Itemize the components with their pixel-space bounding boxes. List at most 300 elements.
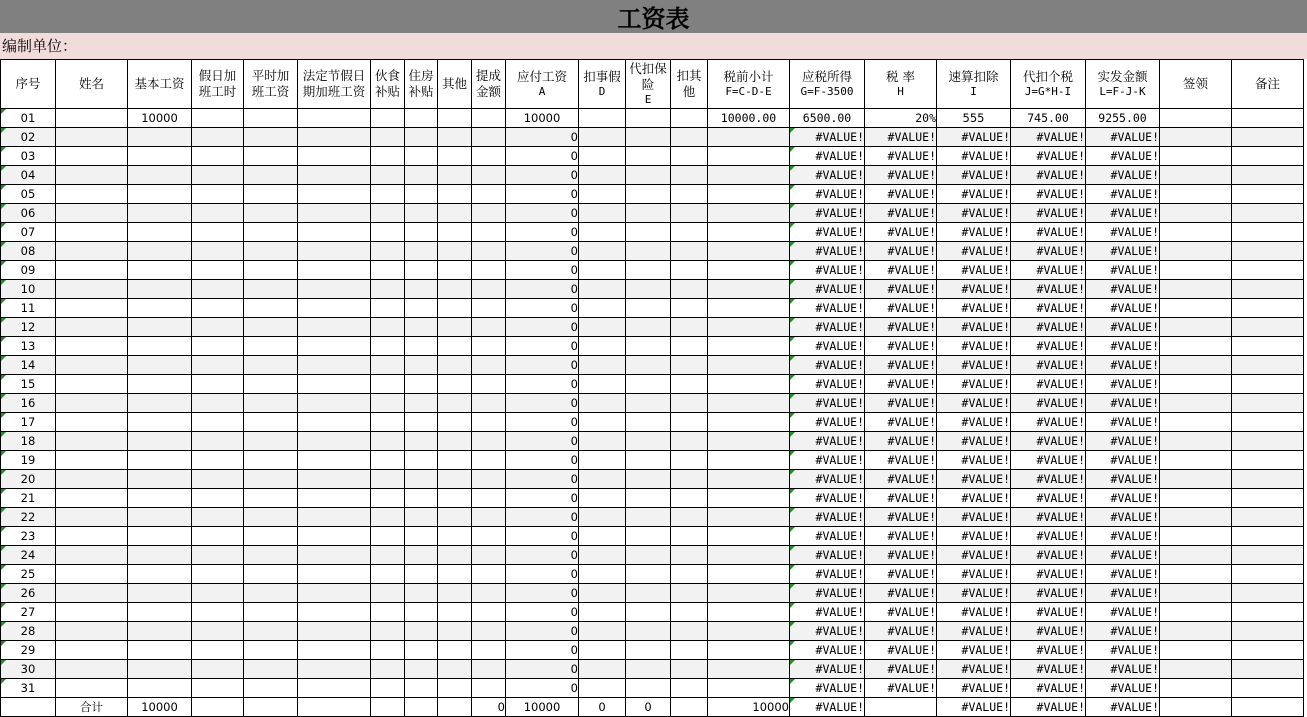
table-cell[interactable] [128,147,192,166]
cell-seq[interactable]: 16 [1,394,56,413]
table-cell[interactable] [128,356,192,375]
table-cell[interactable] [192,565,244,584]
table-cell[interactable] [626,223,671,242]
table-cell[interactable] [708,660,790,679]
table-cell[interactable] [438,565,472,584]
table-cell[interactable] [244,242,298,261]
table-cell[interactable] [56,280,128,299]
table-cell[interactable] [1,698,56,717]
cell-net-pay[interactable]: #VALUE! [1086,622,1160,641]
table-cell[interactable] [1232,470,1304,489]
table-cell[interactable] [579,261,626,280]
table-cell[interactable] [472,584,506,603]
table-cell[interactable] [626,280,671,299]
table-cell[interactable] [438,318,472,337]
cell-net-pay[interactable]: #VALUE! [1086,356,1160,375]
cell-tax-rate[interactable]: #VALUE! [865,223,937,242]
table-cell[interactable] [1160,660,1232,679]
cell-payable-salary[interactable]: 0 [506,413,579,432]
table-cell[interactable] [298,527,371,546]
table-cell[interactable] [405,375,438,394]
table-cell[interactable] [128,508,192,527]
table-cell[interactable] [1160,318,1232,337]
table-cell[interactable] [1160,432,1232,451]
header-holiday-overtime-hours[interactable] [192,60,244,109]
cell-seq[interactable]: 13 [1,337,56,356]
cell-taxable-income[interactable]: #VALUE! [790,204,865,223]
cell-tax-rate[interactable]: #VALUE! [865,603,937,622]
cell-withheld-tax[interactable]: #VALUE! [1011,356,1086,375]
table-cell[interactable] [579,242,626,261]
table-cell[interactable] [405,261,438,280]
cell-seq[interactable]: 19 [1,451,56,470]
table-cell[interactable] [371,622,405,641]
table-cell[interactable] [128,565,192,584]
table-cell[interactable] [405,641,438,660]
cell-quick-deduction[interactable]: #VALUE! [937,432,1011,451]
table-cell[interactable] [579,337,626,356]
table-cell[interactable] [405,166,438,185]
table-cell[interactable] [405,356,438,375]
table-cell[interactable] [192,128,244,147]
cell-seq[interactable]: 22 [1,508,56,527]
cell-tax-rate[interactable]: #VALUE! [865,527,937,546]
table-cell[interactable] [438,451,472,470]
table-cell[interactable] [192,527,244,546]
cell-quick-deduction[interactable]: #VALUE! [937,603,1011,622]
table-cell[interactable] [192,185,244,204]
cell-withheld-tax[interactable]: #VALUE! [1011,318,1086,337]
cell-taxable-income[interactable]: #VALUE! [790,318,865,337]
cell-net-pay[interactable]: #VALUE! [1086,489,1160,508]
table-cell[interactable] [371,261,405,280]
header-housing-allowance[interactable] [405,60,438,109]
table-cell[interactable] [579,451,626,470]
table-cell[interactable] [192,261,244,280]
table-cell[interactable] [472,451,506,470]
table-cell[interactable] [192,337,244,356]
cell-taxable-income[interactable]: #VALUE! [790,565,865,584]
cell-net-pay[interactable]: #VALUE! [1086,185,1160,204]
cell-seq[interactable]: 07 [1,223,56,242]
table-cell[interactable] [371,584,405,603]
table-cell[interactable] [371,280,405,299]
cell-seq[interactable]: 15 [1,375,56,394]
cell-quick-deduction[interactable]: #VALUE! [937,660,1011,679]
cell-net-pay[interactable]: #VALUE! [1086,565,1160,584]
cell-net-pay[interactable]: #VALUE! [1086,584,1160,603]
table-cell[interactable] [244,337,298,356]
table-cell[interactable] [1160,622,1232,641]
table-cell[interactable] [56,603,128,622]
table-cell[interactable] [626,470,671,489]
table-cell[interactable] [405,660,438,679]
cell-quick-deduction[interactable]: #VALUE! [937,375,1011,394]
table-cell[interactable] [371,337,405,356]
table-cell[interactable] [579,489,626,508]
table-cell[interactable] [626,603,671,622]
table-cell[interactable] [1232,546,1304,565]
table-cell[interactable] [405,318,438,337]
table-cell[interactable] [671,356,708,375]
table-cell[interactable] [244,318,298,337]
cell-seq[interactable]: 11 [1,299,56,318]
cell-withheld-tax[interactable]: #VALUE! [1011,280,1086,299]
table-cell[interactable] [298,565,371,584]
table-cell[interactable] [1160,337,1232,356]
cell-seq[interactable]: 04 [1,166,56,185]
table-cell[interactable] [708,299,790,318]
table-cell[interactable] [626,527,671,546]
table-cell[interactable] [671,489,708,508]
table-cell[interactable] [128,394,192,413]
table-cell[interactable] [56,489,128,508]
table-cell[interactable] [472,242,506,261]
table-cell[interactable] [579,394,626,413]
table-cell[interactable] [192,147,244,166]
cell-net-pay[interactable]: #VALUE! [1086,546,1160,565]
cell-tax-rate[interactable]: #VALUE! [865,375,937,394]
table-cell[interactable] [128,622,192,641]
table-cell[interactable] [708,432,790,451]
cell-net-pay[interactable]: #VALUE! [1086,204,1160,223]
table-cell[interactable] [1232,242,1304,261]
cell-quick-deduction[interactable]: #VALUE! [937,337,1011,356]
table-cell[interactable] [626,394,671,413]
table-cell[interactable] [438,242,472,261]
table-cell[interactable] [1160,185,1232,204]
table-cell[interactable] [626,375,671,394]
cell-total-base-salary[interactable]: 10000 [128,698,192,717]
table-cell[interactable] [128,527,192,546]
table-cell[interactable] [472,128,506,147]
table-cell[interactable] [438,375,472,394]
table-cell[interactable] [371,394,405,413]
table-cell[interactable] [671,641,708,660]
cell-tax-rate[interactable]: #VALUE! [865,147,937,166]
table-cell[interactable] [472,470,506,489]
cell-payable-salary[interactable]: 0 [506,641,579,660]
table-cell[interactable] [626,166,671,185]
header-seq[interactable] [1,60,56,109]
cell-tax-rate[interactable]: #VALUE! [865,204,937,223]
table-cell[interactable] [1160,546,1232,565]
table-cell[interactable] [1160,565,1232,584]
table-cell[interactable] [244,223,298,242]
header-pretax-subtotal[interactable] [708,60,790,109]
table-cell[interactable] [405,470,438,489]
table-cell[interactable] [579,508,626,527]
table-cell[interactable] [1232,527,1304,546]
table-cell[interactable] [1232,394,1304,413]
table-cell[interactable] [56,261,128,280]
cell-tax-rate[interactable]: #VALUE! [865,508,937,527]
table-cell[interactable] [626,261,671,280]
table-cell[interactable] [298,698,371,717]
cell-tax-rate[interactable]: #VALUE! [865,166,937,185]
table-cell[interactable] [128,546,192,565]
table-cell[interactable] [671,261,708,280]
cell-quick-deduction[interactable]: #VALUE! [937,318,1011,337]
table-cell[interactable] [192,641,244,660]
table-cell[interactable] [1160,489,1232,508]
table-cell[interactable] [371,413,405,432]
table-cell[interactable] [56,299,128,318]
table-cell[interactable] [1232,128,1304,147]
table-cell[interactable] [371,204,405,223]
cell-taxable-income[interactable]: 6500.00 [790,109,865,128]
table-cell[interactable] [371,489,405,508]
table-cell[interactable] [472,337,506,356]
cell-tax-rate[interactable]: #VALUE! [865,451,937,470]
cell-payable-salary[interactable]: 0 [506,451,579,470]
table-cell[interactable] [405,565,438,584]
cell-withheld-tax[interactable]: #VALUE! [1011,603,1086,622]
cell-net-pay[interactable]: #VALUE! [1086,261,1160,280]
table-cell[interactable] [579,413,626,432]
table-cell[interactable] [244,166,298,185]
cell-payable-salary[interactable]: 0 [506,337,579,356]
table-cell[interactable] [579,546,626,565]
cell-taxable-income[interactable]: #VALUE! [790,489,865,508]
table-cell[interactable] [438,622,472,641]
cell-quick-deduction[interactable]: #VALUE! [937,299,1011,318]
cell-taxable-income[interactable]: #VALUE! [790,128,865,147]
table-cell[interactable] [708,204,790,223]
table-cell[interactable] [671,698,708,717]
header-remarks[interactable] [1232,60,1304,109]
table-cell[interactable] [192,280,244,299]
table-cell[interactable] [244,432,298,451]
table-cell[interactable] [298,147,371,166]
table-cell[interactable] [244,109,298,128]
table-cell[interactable] [371,546,405,565]
cell-payable-salary[interactable]: 10000 [506,109,579,128]
table-cell[interactable] [244,584,298,603]
table-cell[interactable] [192,299,244,318]
table-cell[interactable] [1232,432,1304,451]
cell-net-pay[interactable]: #VALUE! [1086,394,1160,413]
table-cell[interactable] [671,546,708,565]
table-cell[interactable] [626,546,671,565]
table-cell[interactable] [671,413,708,432]
table-cell[interactable] [128,641,192,660]
table-cell[interactable] [405,413,438,432]
cell-payable-salary[interactable]: 0 [506,280,579,299]
cell-payable-salary[interactable]: 0 [506,261,579,280]
table-cell[interactable] [671,280,708,299]
table-cell[interactable] [472,223,506,242]
table-cell[interactable] [1160,375,1232,394]
table-cell[interactable] [1160,394,1232,413]
table-cell[interactable] [708,584,790,603]
cell-net-pay[interactable]: #VALUE! [1086,508,1160,527]
cell-withheld-tax[interactable]: #VALUE! [1011,584,1086,603]
table-cell[interactable] [708,185,790,204]
table-cell[interactable] [671,679,708,698]
cell-payable-salary[interactable]: 0 [506,299,579,318]
table-cell[interactable] [708,128,790,147]
table-cell[interactable] [626,109,671,128]
cell-quick-deduction[interactable]: #VALUE! [937,489,1011,508]
cell-payable-salary[interactable]: 0 [506,185,579,204]
table-cell[interactable] [244,641,298,660]
cell-quick-deduction[interactable]: #VALUE! [937,261,1011,280]
table-cell[interactable] [128,679,192,698]
table-cell[interactable] [671,451,708,470]
table-cell[interactable] [371,299,405,318]
table-cell[interactable] [371,508,405,527]
table-cell[interactable] [671,375,708,394]
table-cell[interactable] [1232,223,1304,242]
table-cell[interactable] [405,128,438,147]
table-cell[interactable] [371,470,405,489]
table-cell[interactable] [405,527,438,546]
table-cell[interactable] [708,565,790,584]
table-cell[interactable] [671,565,708,584]
table-cell[interactable] [671,166,708,185]
table-cell[interactable] [438,394,472,413]
table-cell[interactable] [1232,109,1304,128]
cell-seq[interactable]: 01 [1,109,56,128]
table-cell[interactable] [128,603,192,622]
cell-net-pay[interactable]: #VALUE! [1086,641,1160,660]
table-cell[interactable] [438,470,472,489]
cell-taxable-income[interactable]: #VALUE! [790,622,865,641]
cell-total-pretax[interactable]: 10000 [708,698,790,717]
table-cell[interactable] [579,622,626,641]
cell-taxable-income[interactable]: #VALUE! [790,299,865,318]
table-cell[interactable] [671,242,708,261]
table-cell[interactable] [671,584,708,603]
cell-withheld-tax[interactable]: #VALUE! [1011,337,1086,356]
cell-withheld-tax[interactable]: #VALUE! [1011,299,1086,318]
cell-withheld-tax[interactable]: #VALUE! [1011,223,1086,242]
table-cell[interactable] [671,147,708,166]
table-cell[interactable] [56,527,128,546]
cell-net-pay[interactable]: #VALUE! [1086,679,1160,698]
table-cell[interactable] [128,223,192,242]
table-cell[interactable] [298,451,371,470]
table-cell[interactable] [405,508,438,527]
table-cell[interactable] [626,508,671,527]
cell-withheld-tax[interactable]: #VALUE! [1011,375,1086,394]
cell-taxable-income[interactable]: #VALUE! [790,337,865,356]
table-cell[interactable] [128,584,192,603]
table-cell[interactable] [438,147,472,166]
header-name[interactable] [56,60,128,109]
cell-withheld-tax[interactable]: #VALUE! [1011,489,1086,508]
table-cell[interactable] [192,223,244,242]
cell-quick-deduction[interactable]: #VALUE! [937,565,1011,584]
table-cell[interactable] [244,394,298,413]
cell-tax-rate[interactable]: #VALUE! [865,318,937,337]
table-cell[interactable] [298,204,371,223]
table-cell[interactable] [708,166,790,185]
cell-withheld-tax[interactable]: #VALUE! [1011,565,1086,584]
table-cell[interactable] [626,660,671,679]
table-cell[interactable] [298,470,371,489]
table-cell[interactable] [1232,565,1304,584]
cell-taxable-income[interactable]: #VALUE! [790,508,865,527]
table-cell[interactable] [579,185,626,204]
cell-quick-deduction[interactable]: #VALUE! [937,641,1011,660]
cell-withheld-tax[interactable]: #VALUE! [1011,185,1086,204]
cell-payable-salary[interactable]: 0 [506,204,579,223]
table-cell[interactable] [298,508,371,527]
cell-payable-salary[interactable]: 0 [506,470,579,489]
table-cell[interactable] [671,527,708,546]
table-cell[interactable] [56,394,128,413]
table-cell[interactable] [472,565,506,584]
cell-payable-salary[interactable]: 0 [506,584,579,603]
table-cell[interactable] [579,679,626,698]
cell-net-pay[interactable]: #VALUE! [1086,147,1160,166]
cell-seq[interactable]: 25 [1,565,56,584]
table-cell[interactable] [405,451,438,470]
table-cell[interactable] [56,432,128,451]
table-cell[interactable] [371,128,405,147]
table-cell[interactable] [298,641,371,660]
cell-total-net[interactable]: #VALUE! [1086,698,1160,717]
table-cell[interactable] [708,527,790,546]
table-cell[interactable] [128,280,192,299]
table-cell[interactable] [708,470,790,489]
table-cell[interactable] [1232,147,1304,166]
cell-total-payable[interactable]: 10000 [506,698,579,717]
cell-seq[interactable]: 10 [1,280,56,299]
cell-quick-deduction[interactable]: #VALUE! [937,223,1011,242]
table-cell[interactable] [671,318,708,337]
table-cell[interactable] [438,527,472,546]
table-cell[interactable] [1160,223,1232,242]
table-cell[interactable] [579,432,626,451]
table-cell[interactable] [1160,584,1232,603]
table-cell[interactable] [626,299,671,318]
table-cell[interactable] [371,565,405,584]
header-regular-overtime-pay[interactable] [244,60,298,109]
cell-net-pay[interactable]: #VALUE! [1086,337,1160,356]
table-cell[interactable] [405,204,438,223]
table-cell[interactable] [708,679,790,698]
table-cell[interactable] [56,451,128,470]
table-cell[interactable] [56,375,128,394]
table-cell[interactable] [1232,451,1304,470]
cell-taxable-income[interactable]: #VALUE! [790,470,865,489]
table-cell[interactable] [192,546,244,565]
cell-seq[interactable]: 03 [1,147,56,166]
table-cell[interactable] [56,128,128,147]
cell-quick-deduction[interactable]: #VALUE! [937,546,1011,565]
table-cell[interactable] [438,337,472,356]
table-cell[interactable] [298,337,371,356]
cell-payable-salary[interactable]: 0 [506,223,579,242]
table-cell[interactable] [244,679,298,698]
table-cell[interactable] [472,546,506,565]
table-cell[interactable] [472,527,506,546]
table-cell[interactable] [1232,280,1304,299]
table-cell[interactable] [371,698,405,717]
table-cell[interactable] [472,109,506,128]
table-cell[interactable] [298,546,371,565]
table-cell[interactable] [1160,280,1232,299]
cell-payable-salary[interactable]: 0 [506,660,579,679]
table-cell[interactable] [192,432,244,451]
header-net-pay[interactable] [1086,60,1160,109]
table-cell[interactable] [708,242,790,261]
table-cell[interactable] [192,584,244,603]
table-cell[interactable] [405,337,438,356]
